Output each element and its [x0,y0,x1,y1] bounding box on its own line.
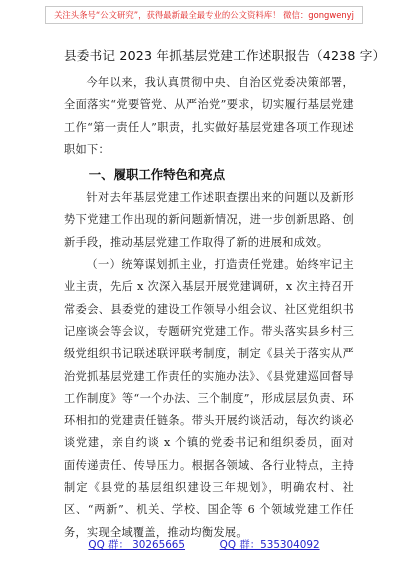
section-paragraph-2: （一）统筹谋划抓主业，打造责任党建。始终牢记主业主责，先后 x 次深入基层开展党建调研，x 次主持召开常委会、县委党的建设工作领导小组会议、社区党组织书记座谈会等会议，专题研究党建工作。带头落实县乡村三级党组织书记联述联评联考制度，制定《县关于落实从严治党抓基层党建工作责任的实施办法》、《县党建巡回督导工作制度》等“一个办法、三个制度”，形成层层负责、环环相扣的党建责任链条。带头开展约谈活动，每次约谈必谈党建，亲自约谈 x 个镇的党委书记和组织委员，面对面传递责任、传导压力。根据各领域、各行业特点，主持制定《县党的基层组织建设三年规划》，明确农村、社区、“两新”、机关、学校、国企等 6 个领域党建工作任务，实现全域覆盖，推动均衡发展。 [64,258,354,539]
footer-qq-link-2[interactable]: QQ 群：535304092 [219,539,320,551]
intro-paragraph: 今年以来，我认真贯彻中央、自治区党委决策部署，全面落实“党要管党、从严治党”要求，切实履行基层党建工作“第一责任人”职责，扎实做好基层党建各项工作现述职如下： [64,76,354,156]
section-heading: 一、履职工作特色和亮点 [88,167,226,183]
document-page [64,48,386,544]
top-banner [0,3,408,24]
document-title: 县委书记 2023 年抓基层党建工作述职报告（4238 字） [64,48,386,63]
footer [0,536,408,551]
banner-text: 关注头条号“公文研究”，获得最新最全最专业的公文资料库！ 微信：gongwenyj [45,6,363,24]
footer-qq-link-1[interactable]: QQ 群： 30265665 [88,539,186,551]
section-paragraph: 针对去年基层党建工作述职查摆出来的问题以及新形势下党建工作出现的新问题新情况，进一步创新思路、创新手段，推动基层党建工作取得了新的进展和成效。 [64,191,354,249]
